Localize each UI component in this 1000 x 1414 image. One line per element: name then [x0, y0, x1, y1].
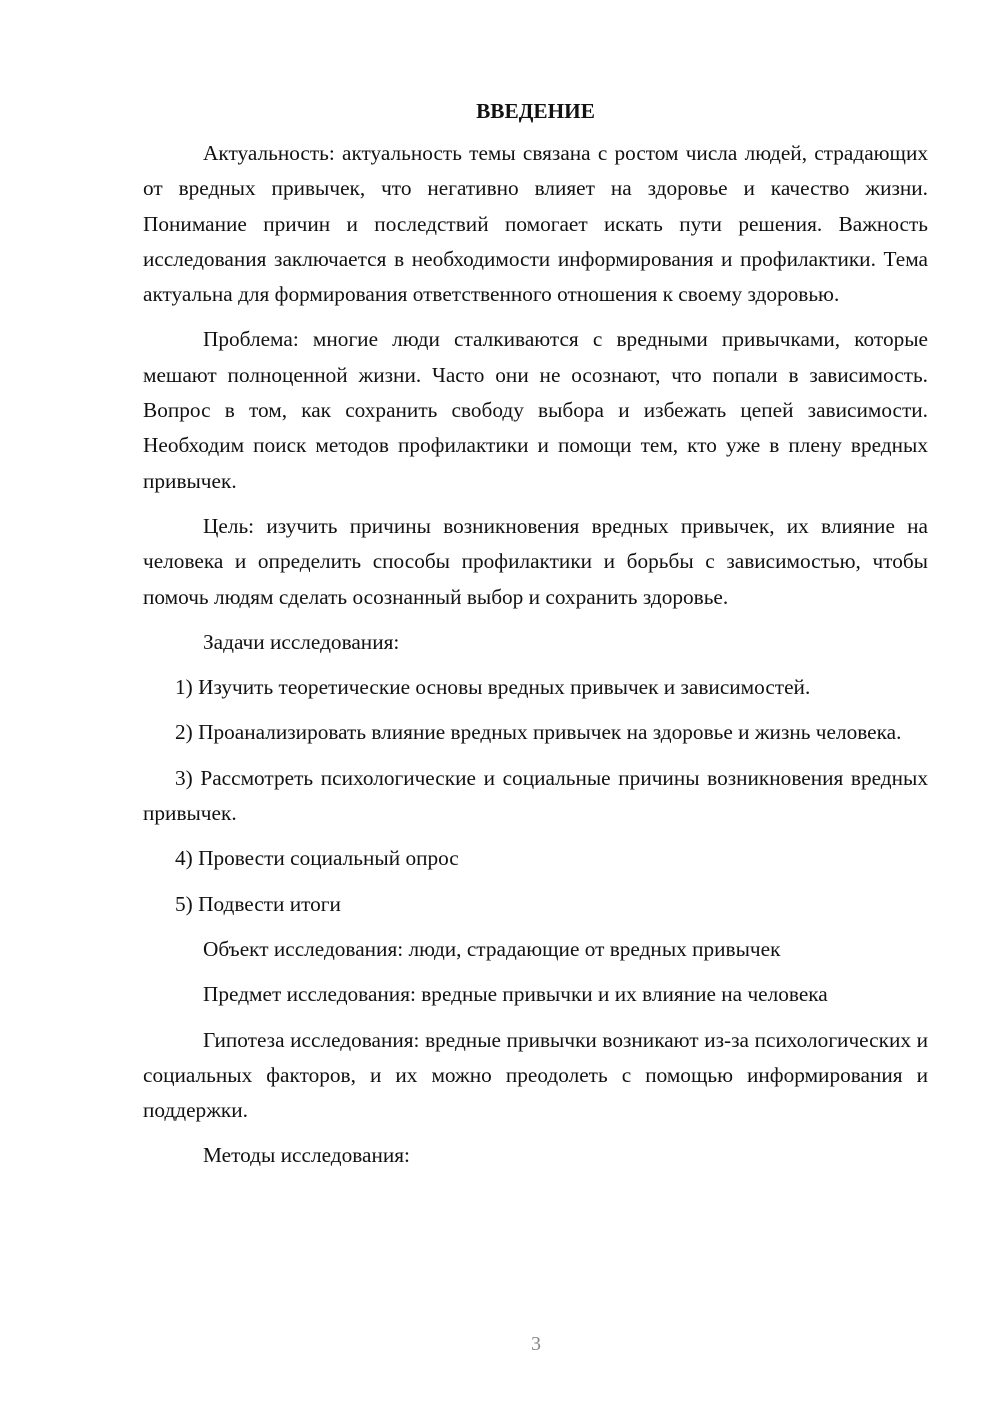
- hypothesis-paragraph: Гипотеза исследования: вредные привычки возникают из-за психологических и социальных факторов, и их можно преодолеть с помощью информирования и поддержки.: [143, 1027, 928, 1123]
- tasks-heading: Задачи исследования:: [203, 629, 400, 654]
- subject-paragraph: Предмет исследования: вредные привычки и их влияние на человека: [203, 982, 828, 1007]
- task-item-4: 4) Провести социальный опрос: [175, 846, 459, 871]
- problem-paragraph: Проблема: многие люди сталкиваются с вредными привычками, которые мешают полноценной жизни. Часто они не осознают, что попали в зависимость. Вопрос в том, как сохранить свободу выбора и избежать цепей зависимости. Необходим поиск методов профилактики и помощи тем, кто уже в плену вредных привычек.: [143, 327, 928, 493]
- document-page: [143, 96, 928, 1184]
- object-paragraph: Объект исследования: люди, страдающие от вредных привычек: [203, 936, 781, 961]
- task-item-3: 3) Рассмотреть психологические и социальные причины возникновения вредных привычек.: [143, 765, 928, 826]
- relevance-paragraph: Актуальность: актуальность темы связана с ростом числа людей, страдающих от вредных привычек, что негативно влияет на здоровье и качество жизни. Понимание причин и последствий помогает искать пути решения. Важность исследования заключается в необходимости информирования и профилактики. Тема актуальна для формирования ответственного отношения к своему здоровью.: [143, 141, 928, 307]
- task-item-5: 5) Подвести итоги: [175, 891, 341, 916]
- goal-paragraph: Цель: изучить причины возникновения вредных привычек, их влияние на человека и определить способы профилактики и борьбы с зависимостью, чтобы помочь людям сделать осознанный выбор и сохранить здоровье.: [143, 513, 928, 609]
- task-item-1: 1) Изучить теоретические основы вредных привычек и зависимостей.: [175, 675, 811, 700]
- methods-heading: Методы исследования:: [203, 1143, 410, 1168]
- section-title: ВВЕДЕНИЕ: [476, 99, 595, 123]
- task-item-2: 2) Проанализировать влияние вредных привычек на здоровье и жизнь человека.: [175, 720, 902, 745]
- page-number: 3: [531, 1333, 541, 1355]
